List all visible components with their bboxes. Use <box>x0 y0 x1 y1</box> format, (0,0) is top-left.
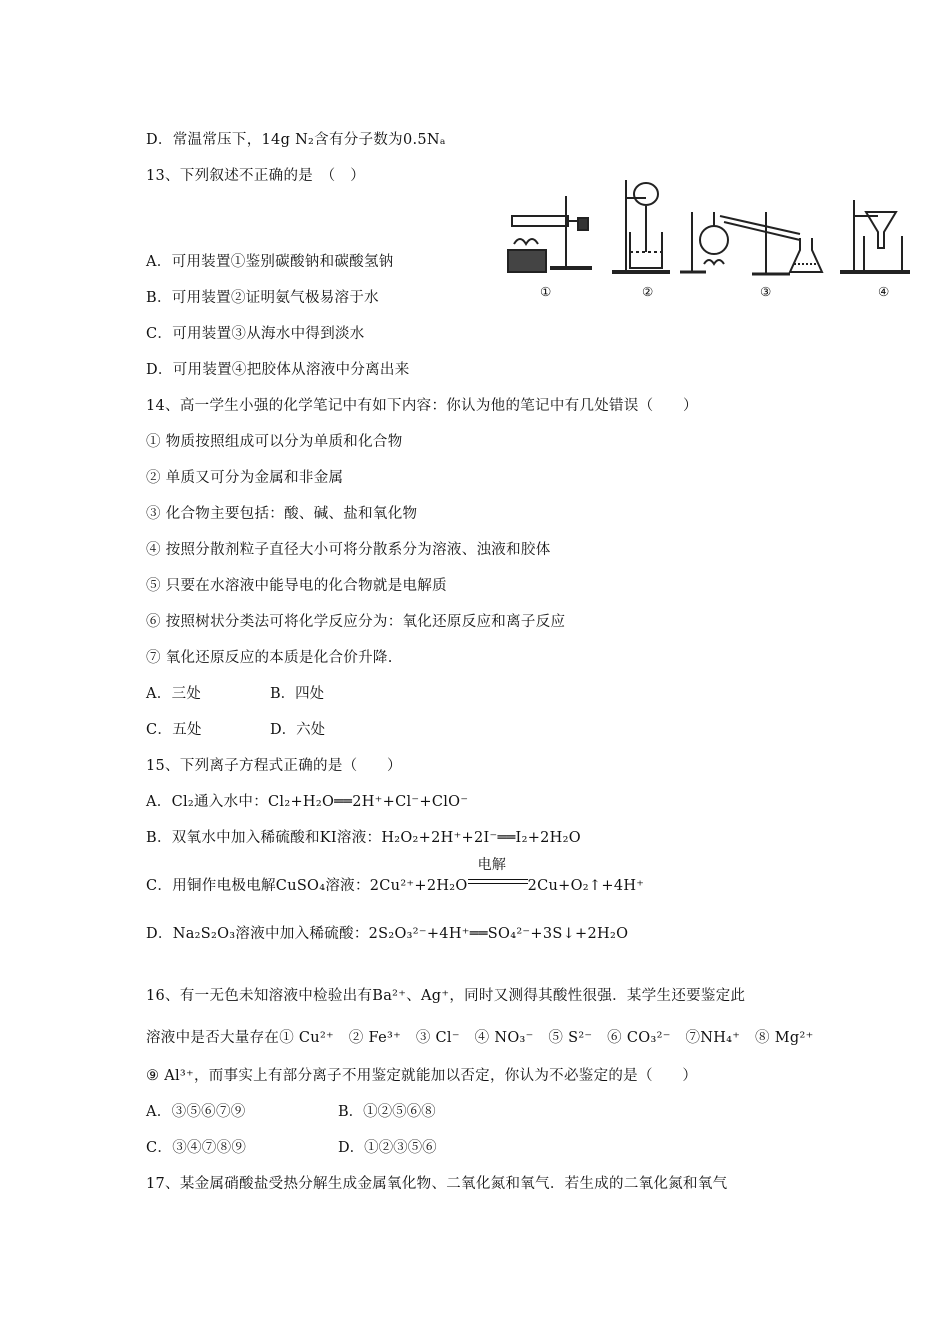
q14-option-d: D．六处 <box>270 722 326 738</box>
receiving-flask-3 <box>790 238 822 272</box>
q13-option-d: D．可用装置④把胶体从溶液中分离出来 <box>146 362 410 378</box>
q15-option-c-left: C．用铜作电极电解CuSO₄溶液：2Cu²⁺+2H₂O <box>146 878 468 894</box>
q13-stem: 13、下列叙述不正确的是 （ ） <box>146 168 365 184</box>
q16-option-b: B．①②⑤⑥⑧ <box>338 1104 436 1120</box>
q13-option-c: C．可用装置③从海水中得到淡水 <box>146 326 365 342</box>
q14-option-c: C．五处 <box>146 722 202 738</box>
q16-option-c: C．③④⑦⑧⑨ <box>146 1140 247 1156</box>
q15-option-d: D．Na₂S₂O₃溶液中加入稀硫酸：2S₂O₃²⁻+4H⁺══SO₄²⁻+3S↓+2H₂O <box>146 926 629 942</box>
apparatus-figure <box>500 172 920 304</box>
q14-item-1: ① 物质按照组成可以分为单质和化合物 <box>146 434 403 450</box>
q16-line-2: 溶液中是否大量存在① Cu²⁺ ② Fe³⁺ ③ Cl⁻ ④ NO₃⁻ ⑤ S²⁻ ⑥ CO₃²⁻ ⑦NH₄⁺ ⑧ Mg²⁺ <box>146 1030 814 1046</box>
q15-option-b: B．双氧水中加入稀硫酸和KI溶液：H₂O₂+2H⁺+2I⁻══I₂+2H₂O <box>146 830 581 846</box>
flame-3 <box>704 260 724 264</box>
electrolysis-label: 电解 <box>477 857 507 873</box>
electrolysis-condition <box>468 857 528 892</box>
q14-option-a: A．三处 <box>146 686 202 702</box>
q16-line-1: 16、有一无色未知溶液中检验出有Ba²⁺、Ag⁺，同时又测得其酸性很强．某学生还要鉴定此 <box>146 988 746 1004</box>
q16-option-d: D．①②③⑤⑥ <box>338 1140 437 1156</box>
q13-option-a: A．可用装置①鉴别碳酸钠和碳酸氢钠 <box>146 254 394 270</box>
q14-item-4: ④ 按照分散剂粒子直径大小可将分散系分为溶液、浊液和胶体 <box>146 542 551 558</box>
q16-line-3: ⑨ Al³⁺，而事实上有部分离子不用鉴定就能加以否定，你认为不必鉴定的是（ ） <box>146 1068 698 1084</box>
q15-option-a: A．Cl₂通入水中：Cl₂+H₂O══2H⁺+Cl⁻+ClO⁻ <box>146 794 469 810</box>
distillation-flask-3 <box>700 226 728 254</box>
q13-option-b: B．可用装置②证明氨气极易溶于水 <box>146 290 379 306</box>
q15-option-c-right: 2Cu+O₂↑+4H⁺ <box>527 878 645 894</box>
test-tube-1 <box>512 216 568 226</box>
q14-option-b: B．四处 <box>270 686 325 702</box>
apparatus-drawing <box>500 172 920 304</box>
q14-item-6: ⑥ 按照树状分类法可将化学反应分为：氧化还原反应和离子反应 <box>146 614 566 630</box>
q17-stem: 17、某金属硝酸盐受热分解生成金属氧化物、二氧化氮和氧气．若生成的二氧化氮和氧气 <box>146 1176 728 1192</box>
label-apparatus-4: ④ <box>878 284 891 299</box>
q14-item-7: ⑦ 氧化还原反应的本质是化合价升降. <box>146 650 393 666</box>
funnel-4 <box>866 212 896 248</box>
q15-stem: 15、下列离子方程式正确的是（ ） <box>146 758 402 774</box>
round-flask-2 <box>634 183 658 205</box>
flame-1 <box>514 239 538 244</box>
q16-option-a: A．③⑤⑥⑦⑨ <box>146 1104 246 1120</box>
q14-stem: 14、高一学生小强的化学笔记中有如下内容：你认为他的笔记中有几处错误（ ） <box>146 398 698 414</box>
q14-item-5: ⑤ 只要在水溶液中能导电的化合物就是电解质 <box>146 578 447 594</box>
q12-option-d: D．常温常压下，14g N₂含有分子数为0.5Nₐ <box>146 132 446 148</box>
q15-option-c <box>146 857 645 895</box>
q14-item-2: ② 单质又可分为金属和非金属 <box>146 470 344 486</box>
label-apparatus-2: ② <box>642 284 655 299</box>
heater-block-1 <box>508 250 546 272</box>
label-apparatus-1: ① <box>540 284 553 299</box>
q14-item-3: ③ 化合物主要包括：酸、碱、盐和氧化物 <box>146 506 418 522</box>
label-apparatus-3: ③ <box>760 284 773 299</box>
